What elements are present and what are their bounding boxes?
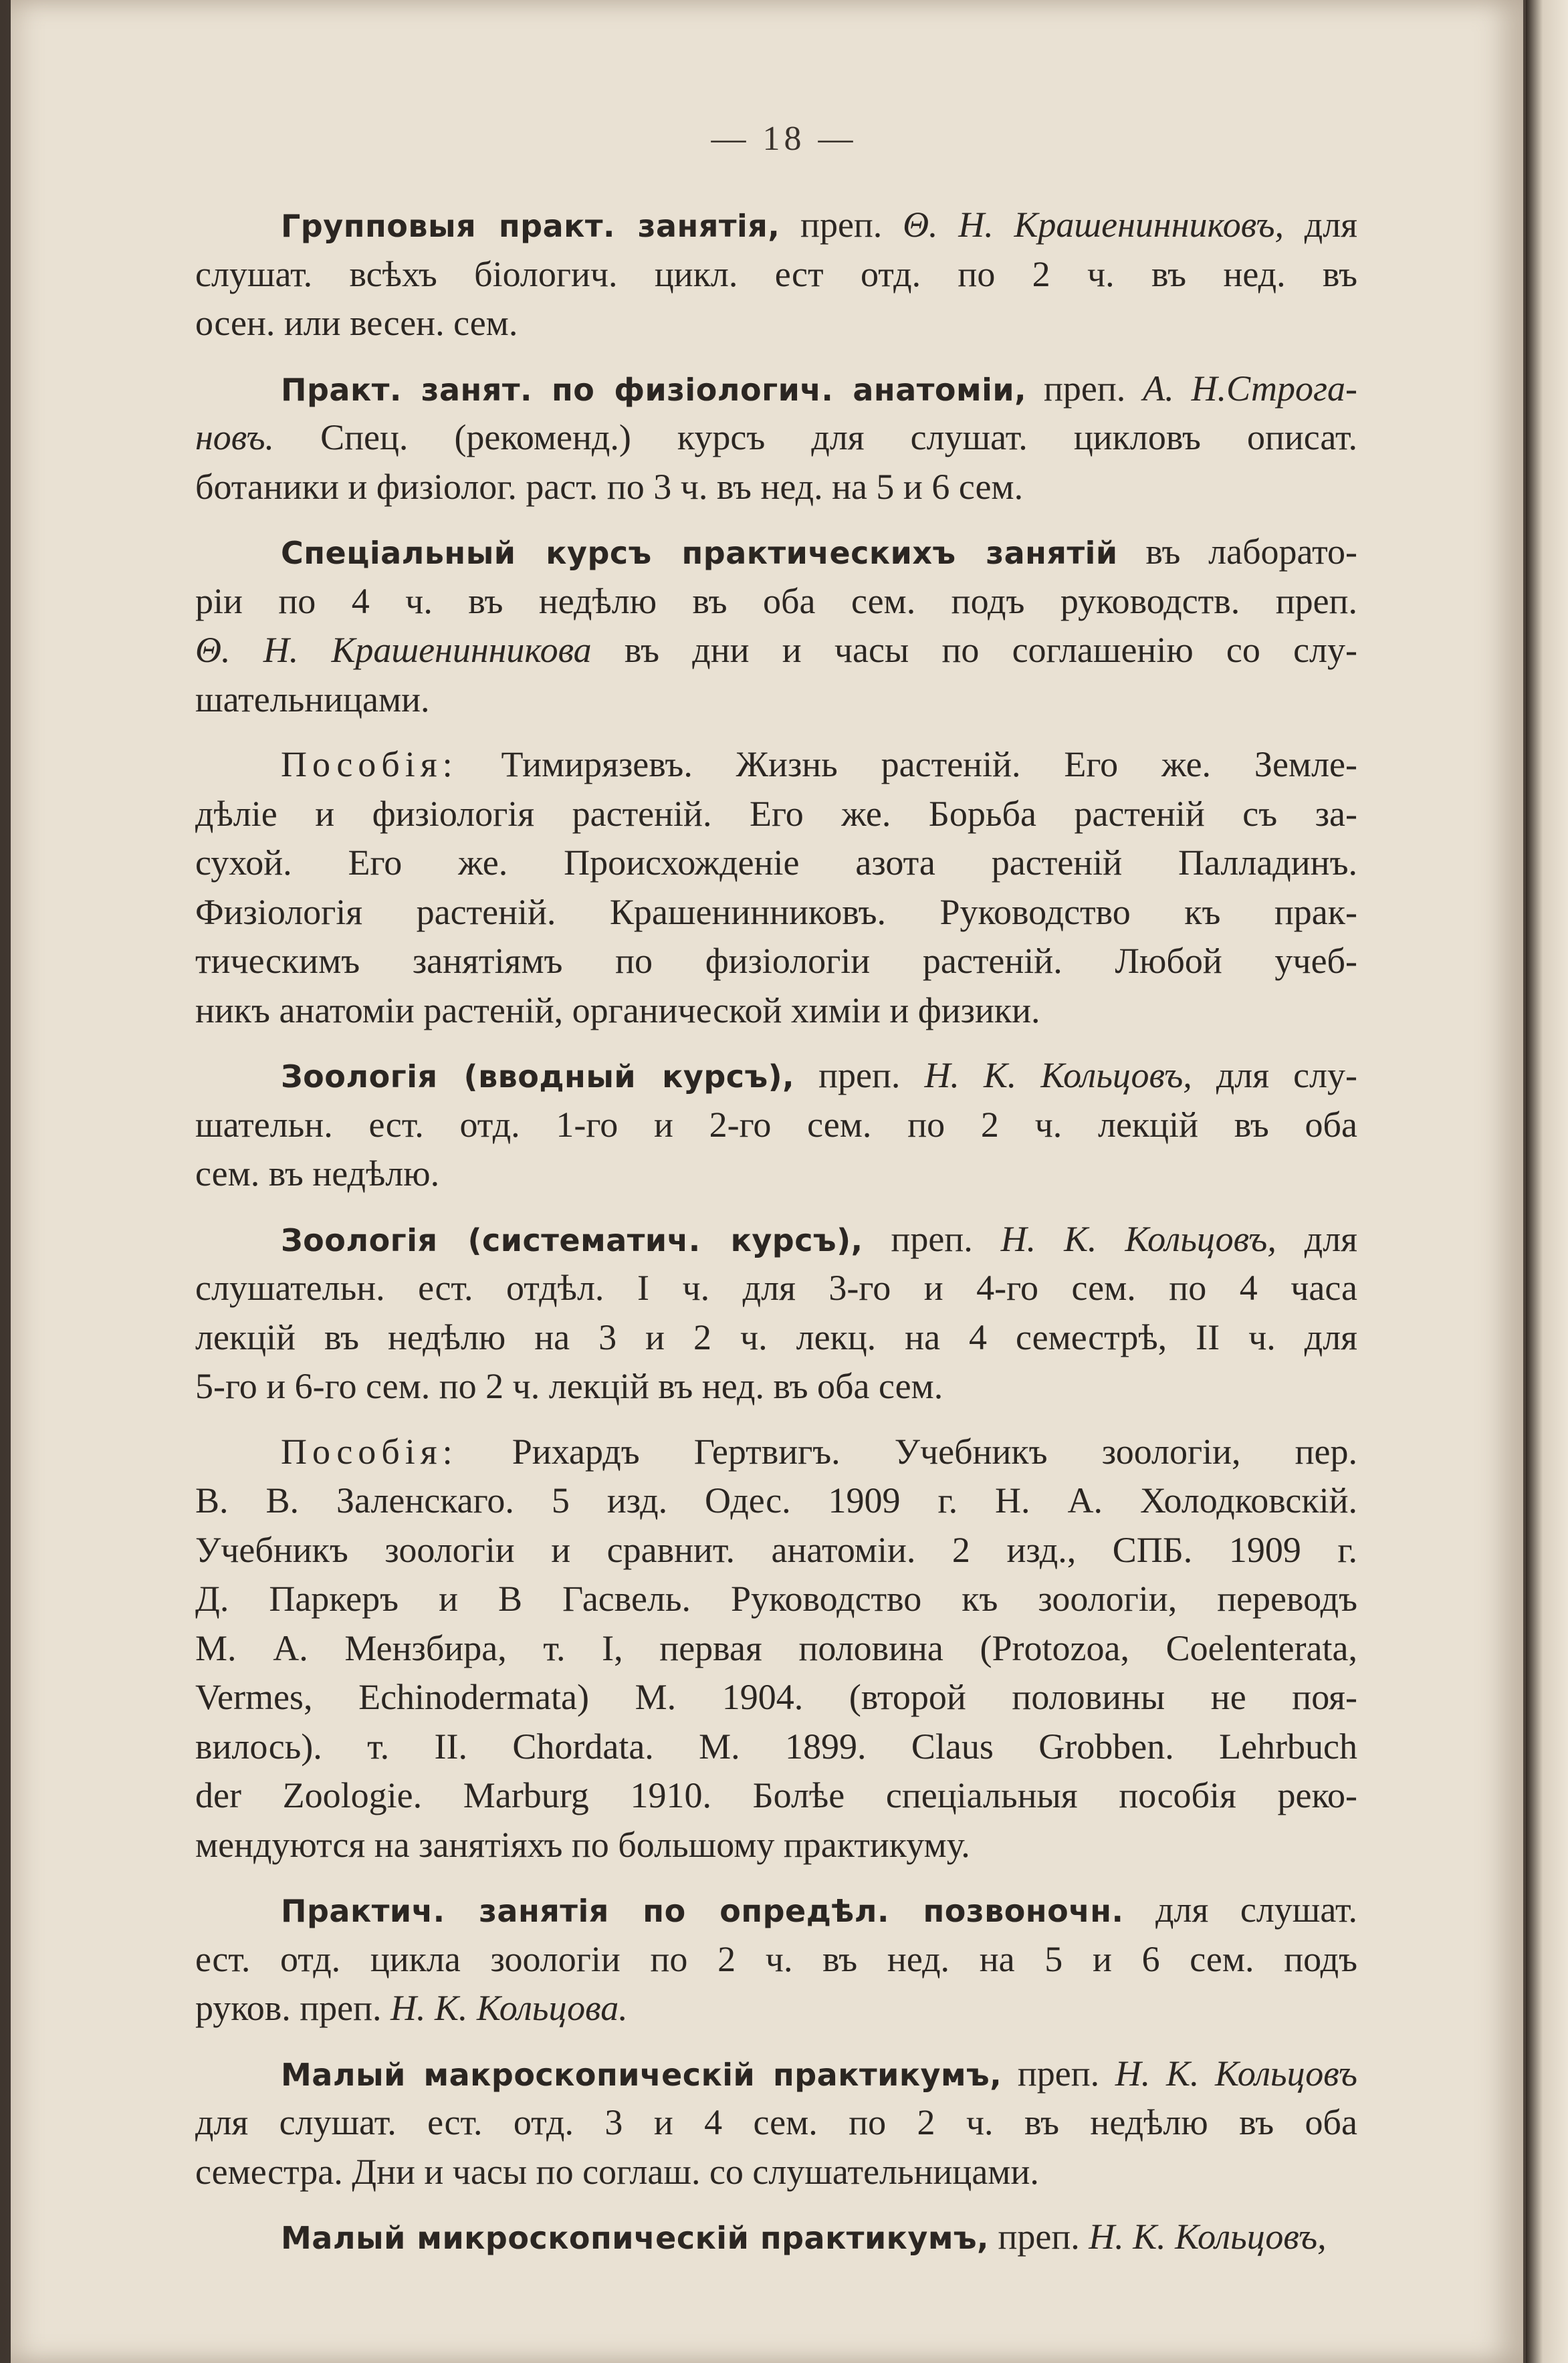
- text-line: [195, 2049, 1357, 2099]
- text-run: шательницами.: [195, 679, 430, 719]
- italic-name: Н. К. Кольцовъ,: [1089, 2217, 1327, 2257]
- text-run: въ лаборато-: [1117, 532, 1357, 572]
- text-line: [195, 888, 1357, 937]
- text-line: [195, 1149, 1357, 1199]
- text-run: въ дни и часы по соглашенію со слу-: [591, 630, 1357, 670]
- text-run: для слушат. ест. отд. 3 и 4 сем. по 2 ч. въ недѣлю въ оба: [195, 2102, 1357, 2142]
- paragraph: [195, 2213, 1357, 2262]
- spaced-label: Пособія:: [281, 1431, 458, 1472]
- text-line: [195, 838, 1357, 888]
- text-line: [195, 1313, 1357, 1363]
- text-line: [195, 1722, 1357, 1772]
- text-run: руков. преп.: [195, 1988, 391, 2028]
- text-line: [195, 2098, 1357, 2148]
- paragraph: [195, 528, 1357, 724]
- text-run: для: [1283, 205, 1357, 245]
- paragraph-gap: [195, 724, 1357, 740]
- bold-heading: Практич. занятія по опредѣл. позвоночн.: [281, 1893, 1124, 1929]
- text-line: [195, 1821, 1357, 1870]
- text-line: [195, 986, 1357, 1036]
- paragraph: [195, 1886, 1357, 2033]
- text-run: Vermes, Echinodermata) М. 1904. (второй половины не поя-: [195, 1677, 1357, 1717]
- text-run: В. В. Заленскаго. 5 изд. Одес. 1909 г. Н. А. Холодковскій.: [195, 1480, 1357, 1521]
- paragraph: [195, 201, 1357, 348]
- text-run: преп.: [780, 205, 903, 245]
- text-run: сухой. Его же. Происхожденіе азота растеній Палладинъ.: [195, 842, 1357, 883]
- paragraph: [195, 740, 1357, 1035]
- italic-name: новъ.: [195, 417, 275, 457]
- italic-name: Θ. Н. Крашенинниковъ,: [903, 205, 1284, 245]
- paragraph: [195, 1428, 1357, 1870]
- paragraph-gap: [195, 1199, 1357, 1215]
- paragraph-gap: [195, 1870, 1357, 1886]
- text-run: Физіологія растеній. Крашенинниковъ. Руководство къ прак-: [195, 891, 1357, 932]
- bold-heading: Групповыя практ. занятія,: [281, 208, 780, 244]
- text-line: [195, 626, 1357, 675]
- text-line: [195, 1771, 1357, 1821]
- italic-name: Н. К. Кольцова.: [390, 1988, 628, 2028]
- paragraph-gap: [195, 348, 1357, 364]
- text-line: [195, 1984, 1357, 2033]
- paragraph-gap: [195, 2033, 1357, 2049]
- text-run: шательн. ест. отд. 1-го и 2-го сем. по 2 ч. лекцій въ оба: [195, 1104, 1357, 1145]
- text-line: [195, 250, 1357, 300]
- text-run: слушательн. ест. отдѣл. I ч. для 3-го и 4-го сем. по 4 часа: [195, 1268, 1357, 1308]
- italic-name: Θ. Н. Крашенинникова: [195, 630, 592, 670]
- text-line: [195, 2148, 1357, 2197]
- text-run: для слушат.: [1123, 1890, 1357, 1930]
- text-run: для: [1276, 1218, 1358, 1259]
- paragraph-gap: [195, 2197, 1357, 2213]
- text-run: 5-го и 6-го сем. по 2 ч. лекцій въ нед. въ оба сем.: [195, 1366, 943, 1406]
- bold-heading: Малый макроскопическій практикумъ,: [281, 2056, 1002, 2093]
- text-run: преп.: [1002, 2053, 1115, 2094]
- text-line: [195, 2213, 1357, 2262]
- bold-heading: Зоологія (вводный курсъ),: [281, 1058, 795, 1095]
- text-run: вилось). т. II. Chordata. М. 1899. Claus Grobben. Lehrbuch: [195, 1726, 1357, 1767]
- text-run: преп.: [1026, 368, 1143, 409]
- paragraph: [195, 2049, 1357, 2197]
- text-line: [195, 528, 1357, 577]
- text-run: преп.: [794, 1055, 925, 1095]
- paragraph: [195, 1215, 1357, 1412]
- text-run: семестра. Дни и часы по соглаш. со слушательницами.: [195, 2151, 1039, 2192]
- page-text: [195, 201, 1357, 2262]
- text-run: Спец. (рекоменд.) курсъ для слушат. цикловъ описат.: [274, 417, 1357, 457]
- text-line: [195, 299, 1357, 348]
- next-page-edge: [1526, 0, 1568, 2363]
- text-run: Тимирязевъ. Жизнь растеній. Его же. Земле-: [457, 744, 1357, 784]
- italic-name: А. Н.Строга-: [1143, 368, 1358, 409]
- bold-heading: Практ. занят. по физіологич. анатоміи,: [281, 371, 1027, 408]
- page-number: — 18 —: [711, 120, 857, 158]
- bold-heading: Зоологія (систематич. курсъ),: [281, 1222, 863, 1258]
- text-line: [195, 201, 1357, 250]
- text-line: [195, 1673, 1357, 1722]
- paragraph-gap: [195, 1035, 1357, 1051]
- text-line: [195, 1624, 1357, 1674]
- text-run: Д. Паркеръ и В Гасвель. Руководство къ зоологіи, переводъ: [195, 1579, 1357, 1619]
- paragraph-gap: [195, 1412, 1357, 1428]
- text-line: [195, 1428, 1357, 1477]
- bold-heading: Малый микроскопическій практикумъ,: [281, 2220, 990, 2256]
- text-line: [195, 1935, 1357, 1985]
- text-line: [195, 1476, 1357, 1526]
- text-run: лекцій въ недѣлю на 3 и 2 ч. лекц. на 4 семестрѣ, II ч. для: [195, 1317, 1357, 1357]
- paragraph-gap: [195, 512, 1357, 528]
- text-run: ботаники и физіолог. раст. по 3 ч. въ нед. на 5 и 6 сем.: [195, 466, 1024, 507]
- text-line: [195, 413, 1357, 463]
- text-run: тическимъ занятіямъ по физіологіи растеній. Любой учеб-: [195, 941, 1357, 981]
- paragraph: [195, 364, 1357, 512]
- text-line: [195, 1051, 1357, 1101]
- text-line: [195, 1215, 1357, 1264]
- text-line: [195, 1101, 1357, 1150]
- text-line: [195, 1886, 1357, 1935]
- text-run: преп.: [989, 2217, 1089, 2257]
- text-line: [195, 364, 1357, 414]
- spaced-label: Пособія:: [281, 744, 458, 784]
- text-run: дѣліе и физіологія растеній. Его же. Борьба растеній съ за-: [195, 793, 1357, 834]
- text-run: слушат. всѣхъ біологич. цикл. ест отд. по 2 ч. въ нед. въ: [195, 253, 1357, 294]
- text-line: [195, 577, 1357, 627]
- text-line: [195, 1575, 1357, 1624]
- text-run: преп.: [863, 1218, 1001, 1259]
- text-run: ріи по 4 ч. въ недѣлю въ оба сем. подъ руководств. преп.: [195, 580, 1357, 621]
- paragraph: [195, 1051, 1357, 1199]
- text-run: ест. отд. цикла зоологіи по 2 ч. въ нед. на 5 и 6 сем. подъ: [195, 1938, 1357, 1979]
- text-run: никъ анатоміи растеній, органической химіи и физики.: [195, 990, 1040, 1030]
- text-line: [195, 790, 1357, 839]
- italic-name: Н. К. Кольцовъ,: [1000, 1218, 1276, 1259]
- text-line: [195, 1526, 1357, 1575]
- italic-name: Н. К. Кольцовъ,: [924, 1055, 1192, 1095]
- text-run: мендуются на занятіяхъ по большому практикуму.: [195, 1824, 970, 1865]
- text-run: для слу-: [1192, 1055, 1357, 1095]
- text-run: осен. или весен. сем.: [195, 303, 518, 343]
- text-run: Учебникъ зоологіи и сравнит. анатоміи. 2 изд., СПБ. 1909 г.: [195, 1529, 1357, 1570]
- text-run: Рихардъ Гертвигъ. Учебникъ зоологіи, пер.: [457, 1431, 1357, 1472]
- text-run: М. А. Мензбира, т. I, первая половина (Protozoa, Coelenterata,: [195, 1627, 1357, 1668]
- text-line: [195, 1264, 1357, 1313]
- italic-name: Н. К. Кольцовъ: [1115, 2053, 1357, 2094]
- text-line: [195, 1362, 1357, 1412]
- text-line: [195, 463, 1357, 512]
- bold-heading: Спеціальный курсъ практическихъ занятій: [281, 535, 1118, 571]
- text-run: сем. въ недѣлю.: [195, 1153, 440, 1194]
- text-line: [195, 675, 1357, 725]
- text-line: [195, 740, 1357, 790]
- text-line: [195, 937, 1357, 986]
- text-run: der Zoologie. Marburg 1910. Болѣе спеціальныя пособія реко-: [195, 1775, 1357, 1815]
